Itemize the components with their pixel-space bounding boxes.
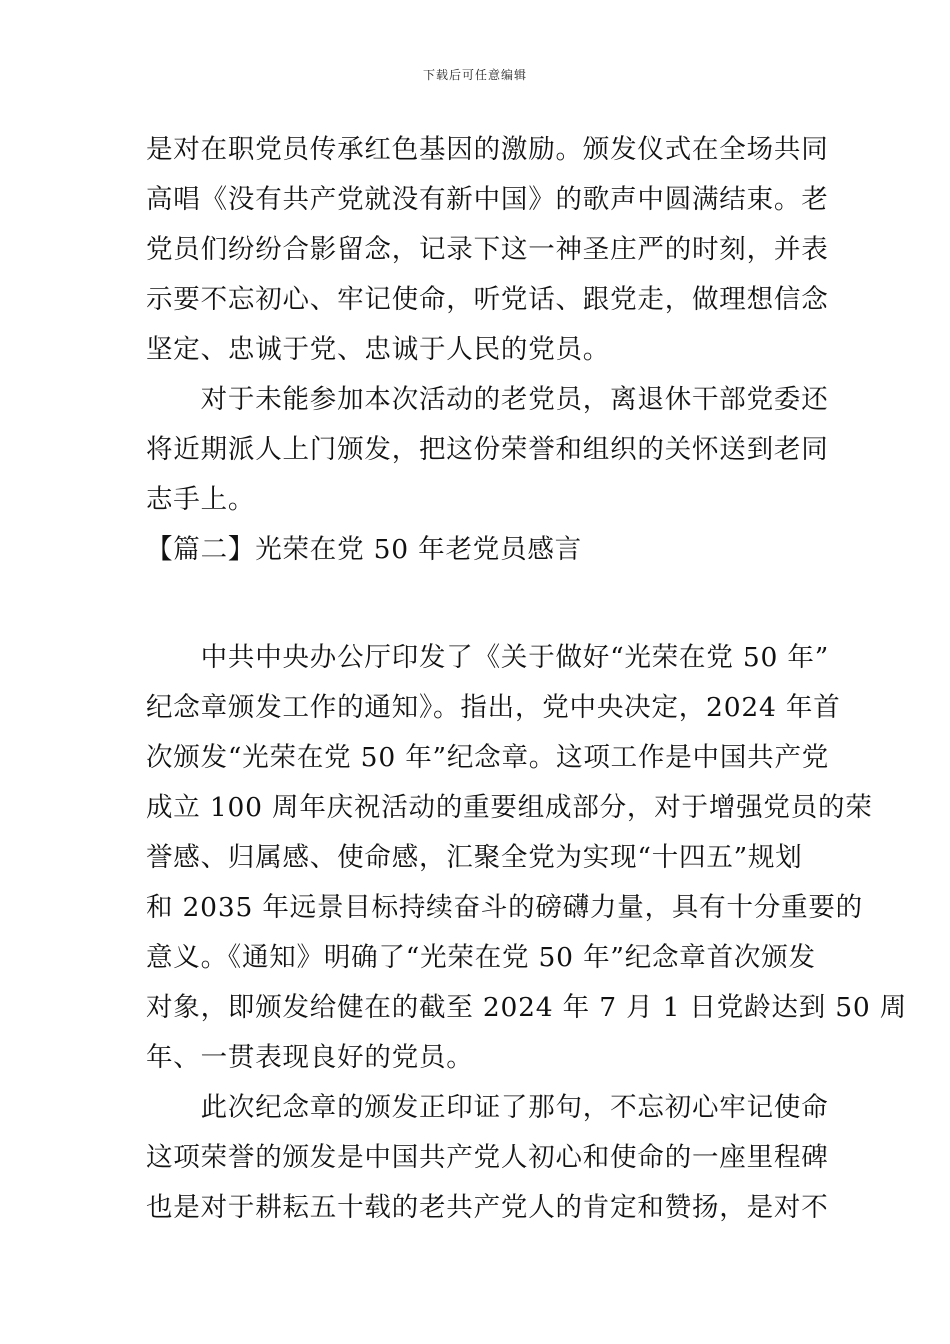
spacer (146, 575, 806, 633)
text-line: 高唱《没有共产党就没有新中国》的歌声中圆满结束。老 (146, 184, 829, 215)
text-line: 党员们纷纷合影留念，记录下这一神圣庄严的时刻，并表 (146, 234, 829, 265)
text-line: 这项荣誉的颁发是中国共产党人初心和使命的一座里程碑 (146, 1142, 829, 1173)
text-line: 年、一贯表现良好的党员。 (146, 1042, 474, 1073)
text-line: 坚定、忠诚于党、忠诚于人民的党员。 (146, 334, 611, 365)
text-line: 将近期派人上门颁发，把这份荣誉和组织的关怀送到老同 (146, 434, 829, 465)
text-line: 对象，即颁发给健在的截至 2024 年 7 月 1 日党龄达到 50 周 (146, 992, 908, 1023)
text-line: 纪念章颁发工作的通知》。指出，党中央决定，2024 年首 (146, 692, 841, 723)
text-line: 示要不忘初心、牢记使命，听党话、跟党走，做理想信念 (146, 284, 829, 315)
text-line: 誉感、归属感、使命感，汇聚全党为实现“十四五”规划 (146, 842, 803, 873)
text-line: 是对在职党员传承红色基因的激励。颁发仪式在全场共同 (146, 134, 829, 165)
text-line: 意义。《通知》明确了“光荣在党 50 年”纪念章首次颁发 (146, 942, 816, 973)
text-line: 成立 100 周年庆祝活动的重要组成部分，对于增强党员的荣 (146, 792, 873, 823)
section-heading: 【篇二】光荣在党 50 年老党员感言 (146, 534, 582, 565)
text-line: 对于未能参加本次活动的老党员，离退休干部党委还 (146, 384, 829, 415)
text-line: 和 2035 年远景目标持续奋斗的磅礴力量，具有十分重要的 (146, 892, 863, 923)
text-line: 也是对于耕耘五十载的老共产党人的肯定和赞扬，是对不 (146, 1192, 829, 1223)
text-line: 此次纪念章的颁发正印证了那句，不忘初心牢记使命 (146, 1092, 829, 1123)
document-body (146, 125, 908, 1233)
text-line: 次颁发“光荣在党 50 年”纪念章。这项工作是中国共产党 (146, 742, 830, 773)
text-line: 志手上。 (146, 484, 256, 515)
text-line: 中共中央办公厅印发了《关于做好“光荣在党 50 年” (146, 642, 830, 673)
page-header-note: 下载后可任意编辑 (422, 68, 527, 82)
